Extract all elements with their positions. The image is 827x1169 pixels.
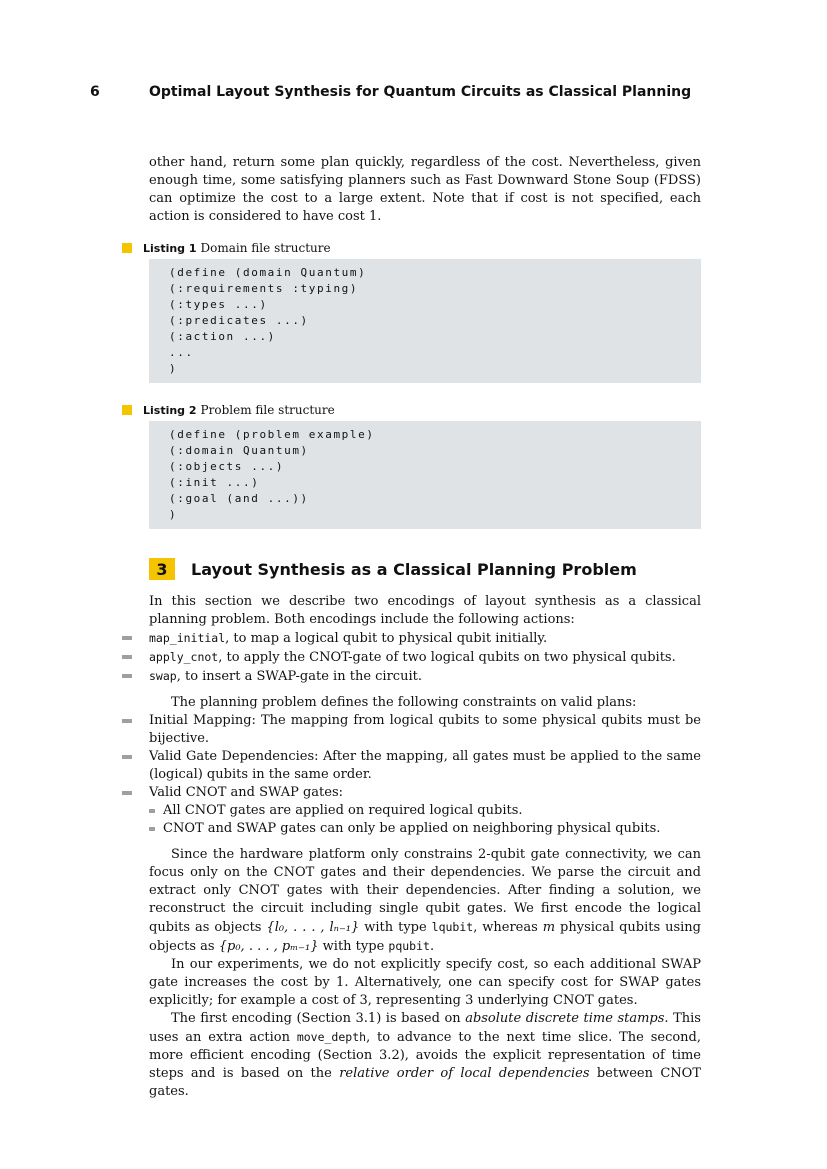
math-m: m [542, 920, 556, 935]
text-run: This uses an extra action [149, 1011, 701, 1045]
page-number: 6 [90, 84, 100, 100]
code-line: (:init ...) [169, 476, 260, 489]
code-line: (:predicates ...) [169, 314, 309, 327]
code-line: (:goal (and ...)) [169, 492, 309, 505]
code-line: (define (domain Quantum) [169, 266, 367, 279]
listing-1-code [149, 259, 701, 383]
code-line: ) [169, 508, 178, 521]
sub-constraint-text: All CNOT gates are applied on required logical qubits. [163, 803, 523, 818]
action-text: , to apply the CNOT-gate of two logical qubits on two physical qubits. [218, 650, 676, 665]
text-run: physical qubits using objects as [149, 920, 701, 954]
caption-marker-icon [122, 405, 132, 415]
section-number: 3 [149, 558, 175, 580]
math-physical-set: {p₀, . . . , pₘ₋₁} [218, 939, 319, 954]
constraint-text: Valid Gate Dependencies: After the mapping, all gates must be applied to the same (logical) qubits in the same order. [149, 749, 701, 782]
bullet-icon [122, 674, 132, 678]
bullet-icon [122, 636, 132, 640]
bullet-icon [122, 719, 132, 723]
code-line: (:objects ...) [169, 460, 285, 473]
code-line: ) [169, 362, 178, 375]
code-line: ... [169, 346, 194, 359]
list-item [149, 748, 701, 784]
constraint-text: Initial Mapping: The mapping from logical qubits to some physical qubits must be bijective. [149, 713, 701, 746]
sub-constraint-list [149, 802, 701, 838]
listing-2 [143, 402, 701, 529]
text-run: . [429, 939, 435, 954]
bullet-icon [122, 755, 132, 759]
listing-1-caption [143, 240, 701, 256]
list-item [163, 802, 701, 820]
list-item [149, 648, 701, 667]
section-title: Layout Synthesis as a Classical Planning Problem [191, 559, 637, 579]
text-run: , whereas [473, 920, 543, 935]
listing-2-caption-text: Problem file structure [200, 403, 335, 417]
encoding-paragraph [149, 1010, 701, 1101]
sub-constraint-text: CNOT and SWAP gates can only be applied on neighboring physical qubits. [163, 821, 661, 836]
text-run: with type [359, 920, 432, 935]
listing-1 [143, 240, 701, 383]
listing-1-caption-text: Domain file structure [200, 241, 331, 255]
listing-2-code [149, 421, 701, 529]
action-text: , to map a logical qubit to physical qubit initially. [225, 631, 548, 646]
code-line: (:domain Quantum) [169, 444, 309, 457]
section-intro: In this section we describe two encodings of layout synthesis as a classical planning problem. Both encodings include the following actions: [149, 594, 701, 627]
sub-bullet-icon [149, 809, 155, 813]
action-text: , to insert a SWAP-gate in the circuit. [176, 669, 422, 684]
listing-1-label: Listing 1 [143, 242, 197, 255]
caption-marker-icon [122, 243, 132, 253]
emphasis: relative order of local dependencies [339, 1066, 590, 1081]
action-code: apply_cnot [149, 650, 219, 664]
text-run: Since the hardware platform only constrains 2-qubit gate connectivity, we can focus only on the CNOT gates and their dependencies. We parse the circuit and extract only CNOT gates with their dependencies. After finding a solution, we reconstruct the circuit including single qubit gates. We first encode the logical qubits as objects [149, 847, 701, 935]
list-item [149, 629, 701, 648]
text-run: , to advance to the next time slice. The second, more efficient encoding (Section 3.2), avoids the explicit representation of time steps and is based on the [149, 1030, 701, 1081]
bullet-icon [122, 655, 132, 659]
action-code: swap [149, 669, 177, 683]
running-title: Optimal Layout Synthesis for Quantum Circuits as Classical Planning [149, 84, 692, 100]
list-item [149, 784, 701, 838]
action-list [149, 629, 701, 686]
list-item [149, 667, 701, 686]
code-line: (define (problem example) [169, 428, 375, 441]
cost-paragraph: In our experiments, we do not explicitly specify cost, so each additional SWAP gate increases the cost by 1. Alternatively, one can specify cost for SWAP gates explicitly; for example a cost of 3, representing 3 underlying CNOT gates. [149, 957, 701, 1008]
section-heading [149, 557, 701, 581]
code-line: (:types ...) [169, 298, 268, 311]
list-item [163, 820, 701, 838]
code-line: (:requirements :typing) [169, 282, 359, 295]
action-code: map_initial [149, 631, 226, 645]
emphasis: absolute discrete time stamps. [465, 1011, 669, 1026]
listing-2-caption [143, 402, 701, 418]
sub-bullet-icon [149, 827, 155, 831]
code-line: (:action ...) [169, 330, 276, 343]
listing-2-label: Listing 2 [143, 404, 197, 417]
intro-paragraph: other hand, return some plan quickly, regardless of the cost. Nevertheless, given enough time, some satisfying planners such as Fast Downward Stone Soup (FDSS) can optimize the cost to a large extent. Note that if cost is not specified, each action is considered to have cost 1. [149, 155, 701, 224]
code-pqubit: pqubit [388, 939, 430, 953]
math-logical-set: {l₀, . . . , lₙ₋₁} [266, 920, 360, 935]
list-item [149, 712, 701, 748]
constraint-list [149, 712, 701, 838]
constraints-intro: The planning problem defines the following constraints on valid plans: [171, 695, 637, 710]
text-run: between CNOT gates. [149, 1066, 701, 1099]
text-run: with type [318, 939, 389, 954]
running-header [90, 84, 710, 104]
constraint-text: Valid CNOT and SWAP gates: [149, 785, 344, 800]
code-lqubit: lqubit [431, 920, 474, 934]
main-content [143, 154, 701, 1101]
hardware-paragraph [149, 846, 701, 956]
code-move-depth: move_depth [296, 1030, 367, 1044]
bullet-icon [122, 791, 132, 795]
text-run: The first encoding (Section 3.1) is based on [171, 1011, 466, 1026]
